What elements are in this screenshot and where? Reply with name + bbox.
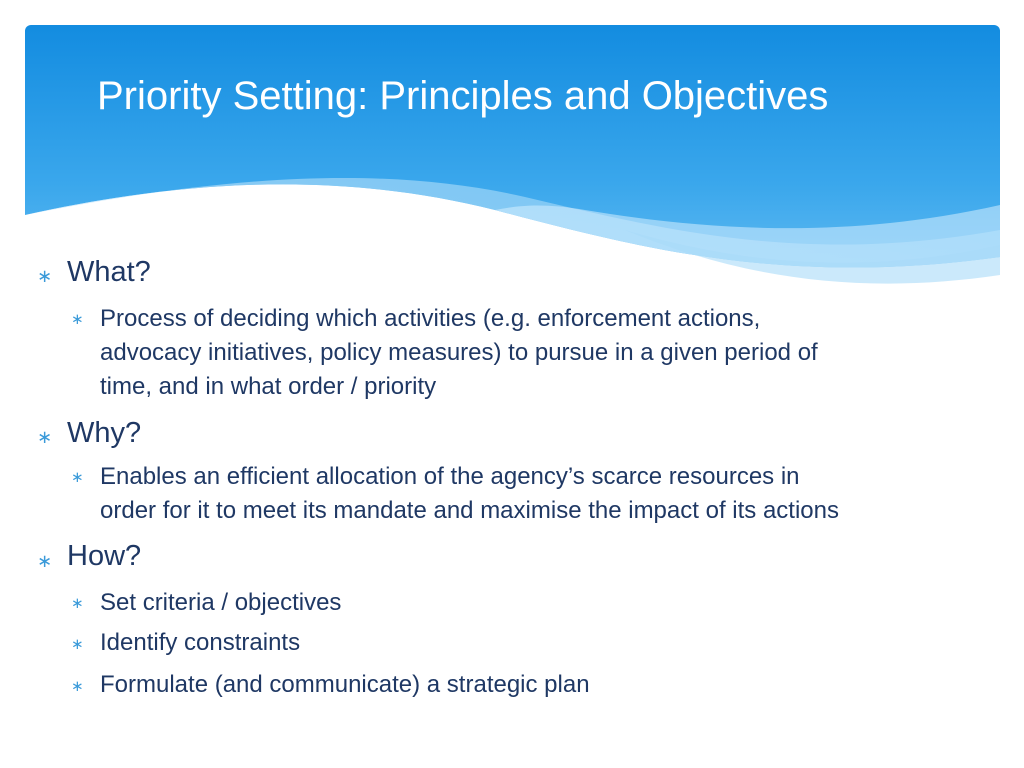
how-item-2-text: Identify constraints (100, 629, 301, 656)
sub-bullet-asterisk-icon: ∗ (71, 636, 84, 653)
sub-bullet-asterisk-icon: ∗ (71, 595, 84, 612)
what-item-line-3: time, and in what order / priority (100, 373, 437, 400)
why-item-text (100, 460, 839, 528)
sub-bullet-asterisk-icon: ∗ (71, 311, 84, 328)
slide-title: Priority Setting: Principles and Objectives (97, 74, 829, 118)
section-heading-why: Why? (67, 417, 142, 449)
sub-bullet-asterisk-icon: ∗ (71, 678, 84, 695)
how-item-3-text: Formulate (and communicate) a strategic plan (100, 671, 590, 698)
section-heading-what: What? (67, 256, 151, 288)
why-item-line-1: Enables an efficient allocation of the agency’s scarce resources in (100, 463, 800, 490)
what-item-line-1: Process of deciding which activities (e.g. enforcement actions, (100, 305, 761, 332)
why-item-line-2: order for it to meet its mandate and maximise the impact of its actions (100, 497, 839, 524)
bullet-asterisk-icon: ∗ (37, 427, 53, 447)
section-heading-how: How? (67, 540, 142, 572)
what-item-line-2: advocacy initiatives, policy measures) to pursue in a given period of (100, 339, 818, 366)
bullet-asterisk-icon: ∗ (37, 551, 53, 571)
what-item-text (100, 302, 818, 404)
how-item-1-text: Set criteria / objectives (100, 589, 342, 616)
bullet-asterisk-icon: ∗ (37, 266, 53, 286)
sub-bullet-asterisk-icon: ∗ (71, 469, 84, 486)
